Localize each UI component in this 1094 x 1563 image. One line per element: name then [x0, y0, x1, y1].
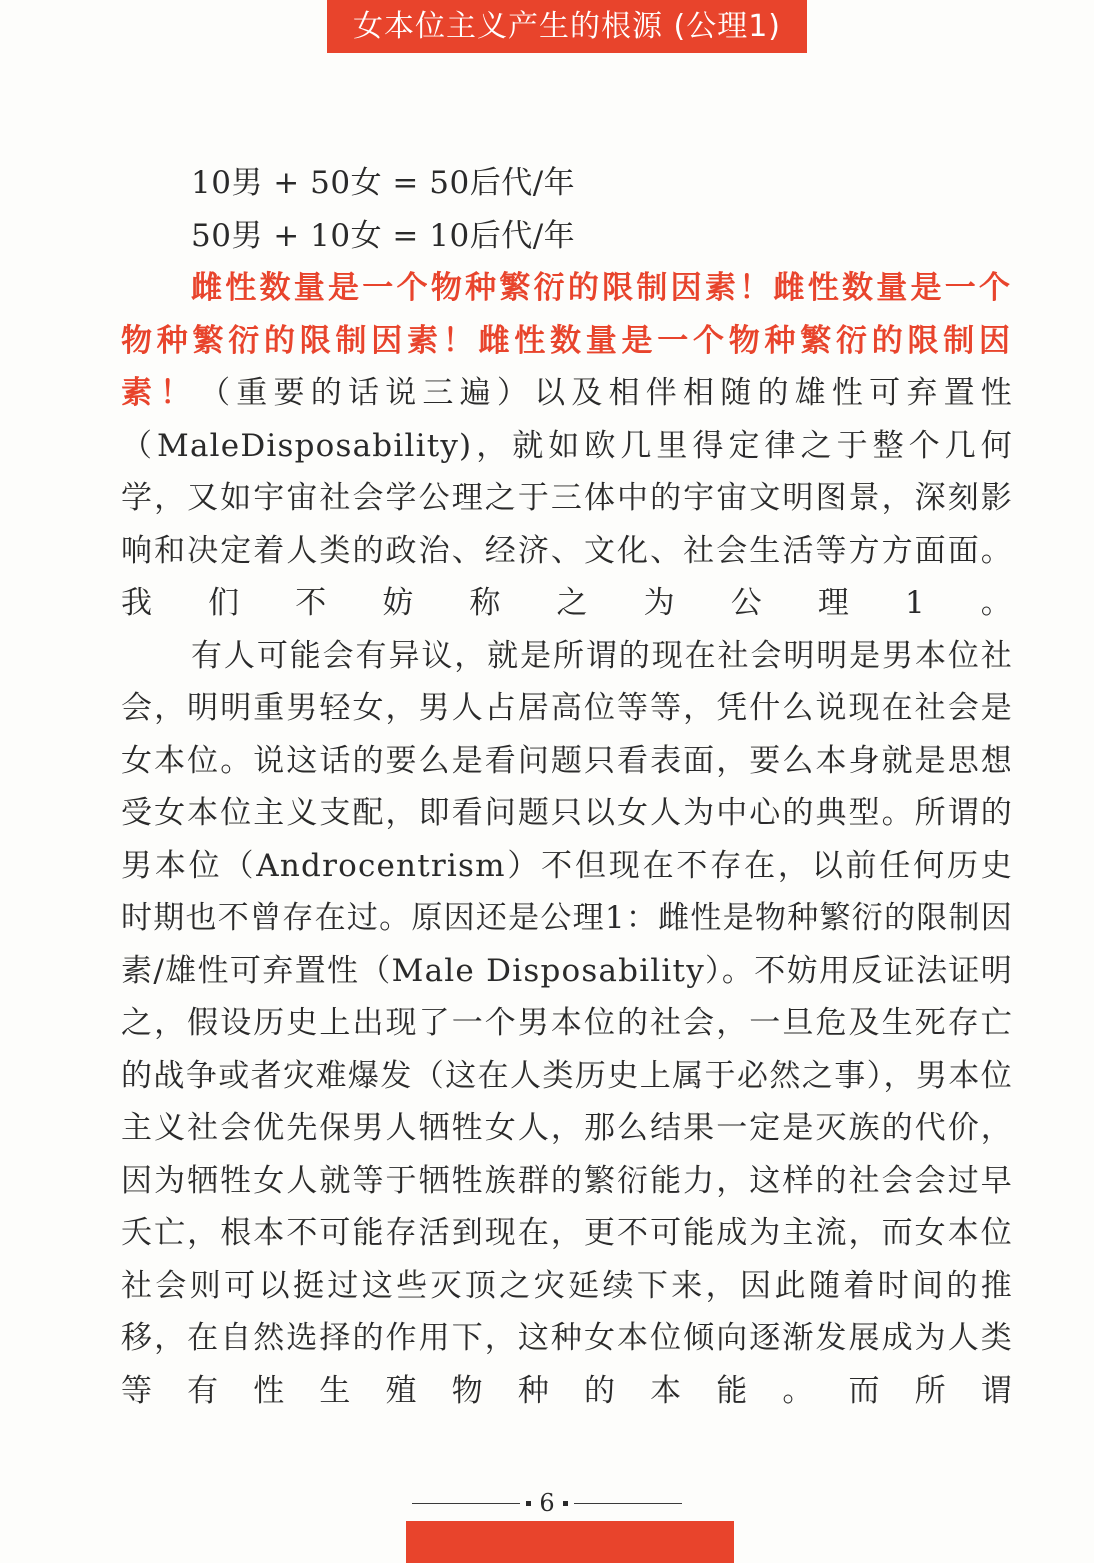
left-dot	[526, 1501, 531, 1506]
right-dot	[563, 1501, 568, 1506]
emphasis-text: 雌性数量是一个物种繁衍的限制因素！雌性数量是一个物种繁衍的限制因素！雌性数量是一个物种繁衍的限制因素！	[121, 270, 1013, 411]
footer-accent-bar	[406, 1521, 734, 1563]
equation-line-1: 10男 + 50女 = 50后代/年	[191, 165, 576, 201]
paragraph-counterargument: 有人可能会有异议，就是所谓的现在社会明明是男本位社会，明明重男轻女，男人占居高位等等，凭什么说现在社会是女本位。说这话的要么是看问题只看表面，要么本身就是思想受女本位主义支配，即看问题只以女人为中心的典型。所谓的男本位（Androcentrism）不但现在不存在，以前任何历史时期也不曾存在过。原因还是公理1：雌性是物种繁衍的限制因素/雄性可弃置性（Male Disposability）。不妨用反证法证明之，假设历史上出现了一个男本位的社会，一旦危及生死存亡的战争或者灾难爆发（这在人类历史上属于必然之事），男本位主义社会优先保男人牺牲女人，那么结果一定是灭族的代价，因为牺牲女人就等于牺牲族群的繁衍能力，这样的社会会过早夭亡，根本不可能存活到现在，更不可能成为主流，而女本位社会则可以挺过这些灭顶之灾延续下来，因此随着时间的推移，在自然选择的作用下，这种女本位倾向逐渐发展成为人类等有性生殖物种的本能。而所谓	[121, 637, 1013, 1409]
chapter-title-banner	[327, 0, 807, 53]
left-rule	[412, 1503, 520, 1504]
equation-line-2: 50男 + 10女 = 10后代/年	[191, 217, 576, 254]
page-body	[121, 157, 1013, 1417]
page-number: 6	[539, 1489, 555, 1517]
chapter-title: 女本位主义产生的根源 (公理1)	[352, 9, 782, 44]
paragraph-axiom	[121, 262, 1013, 630]
page-number-footer	[0, 1488, 1094, 1518]
right-rule	[574, 1503, 682, 1504]
paragraph-axiom-text: （重要的话说三遍）以及相伴相随的雄性可弃置性（MaleDisposability)，就如欧几里得定律之于整个几何学，又如宇宙社会学公理之于三体中的宇宙文明图景，深刻影响和决定着人类的政治、经济、文化、社会生活等方方面面。我们不妨称之为公理1。	[121, 375, 1014, 621]
